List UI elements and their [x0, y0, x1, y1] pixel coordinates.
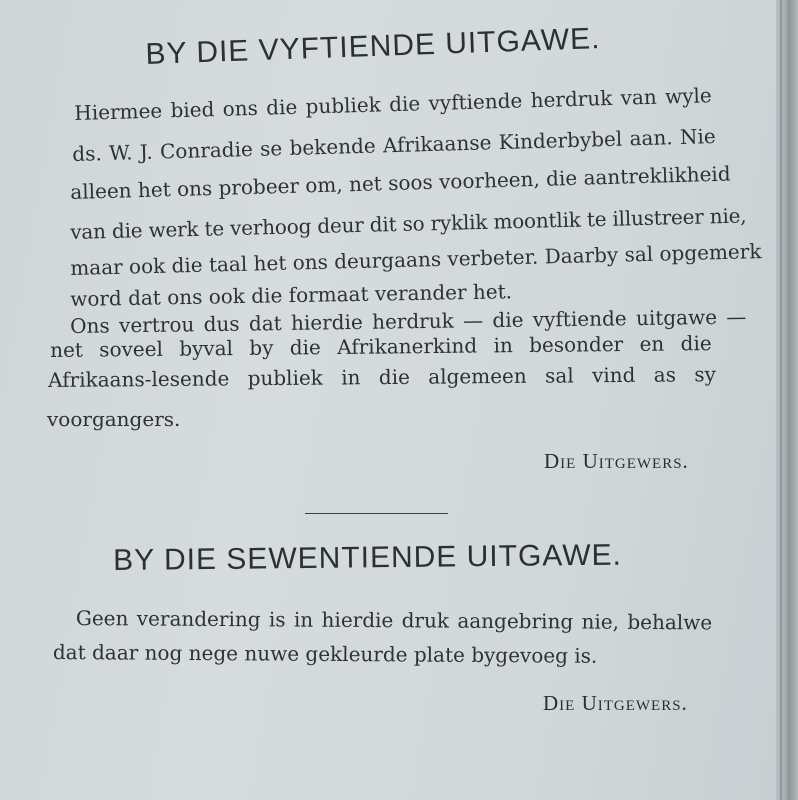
paragraph-line: Ons vertrou dus dat hierdie herdruk — die vyftiende uitgawe — [70, 304, 747, 338]
paragraph-line: alleen het ons probeer om, net soos voorheen, die aantreklikheid [70, 161, 731, 204]
paragraph-line: dat daar nog nege nuwe gekleurde plate bygevoeg is. [52, 640, 598, 668]
paragraph-line: word dat ons ook die formaat verander het. [70, 279, 513, 311]
page-fold [780, 0, 782, 800]
paragraph-line: Hiermee bied ons die publiek die vyftiende herdruk van wyle [74, 83, 713, 125]
paragraph-line: voorgangers. [47, 407, 181, 431]
paragraph-line: Afrikaans-lesende publiek in die algemeen sal vind as sy [48, 362, 716, 392]
paragraph-line: van die werk te verhoog deur dit so ryklik moontlik te illustreer nie, [70, 203, 747, 244]
section-heading-vyftiende: BY DIE VYFTIENDE UITGAWE. [145, 22, 601, 71]
section-heading-sewentiende: BY DIE SEWENTIENDE UITGAWE. [113, 538, 623, 577]
paragraph-line: net soveel byval by die Afrikanerkind in besonder en die [50, 331, 712, 362]
publisher-signature: Die Uitgewers. [543, 691, 688, 715]
paragraph-line: ds. W. J. Conradie se bekende Afrikaanse Kinderbybel aan. Nie [72, 124, 717, 166]
section-divider [305, 513, 448, 514]
paragraph-line: Geen verandering is in hierdie druk aangebring nie, behalwe [75, 606, 713, 635]
paragraph-line: maar ook die taal het ons deurgaans verbeter. Daarby sal opgemerk [70, 239, 762, 280]
publisher-signature: Die Uitgewers. [544, 449, 689, 473]
